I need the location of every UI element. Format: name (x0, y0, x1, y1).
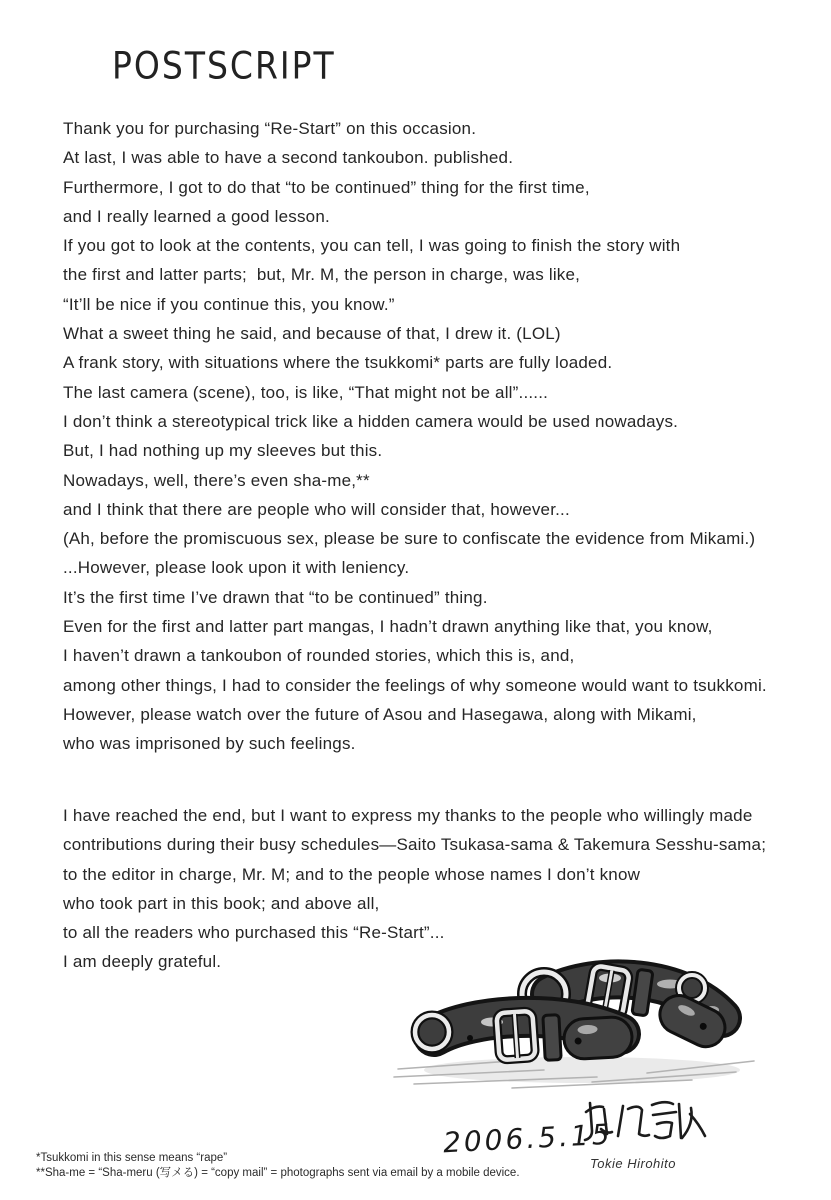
signature-kanji (578, 1096, 708, 1152)
text-line: Furthermore, I got to do that “to be continued” thing for the first time, (63, 177, 590, 197)
page-title: POSTSCRIPT (112, 44, 336, 88)
text-line: “It’ll be nice if you continue this, you know.” (63, 294, 395, 314)
text-line: Nowadays, well, there’s even sha-me,** (63, 470, 370, 490)
signature-romanized: Tokie Hirohito (590, 1156, 677, 1171)
text-line: to the editor in charge, Mr. M; and to the people whose names I don’t know (63, 864, 641, 884)
text-line: What a sweet thing he said, and because of that, I drew it. (LOL) (63, 324, 561, 344)
text-line: A frank story, with situations where the tsukkomi* parts are fully loaded. (63, 353, 613, 373)
text-line: (Ah, before the promiscuous sex, please be sure to confiscate the evidence from Mikami.) (63, 529, 756, 549)
text-line: I haven’t drawn a tankoubon of rounded stories, which this is, and, (63, 646, 575, 666)
text-line: who took part in this book; and above all, (63, 893, 380, 913)
text-line: the first and latter parts; but, Mr. M, the person in charge, was like, (63, 265, 581, 285)
text-line: But, I had nothing up my sleeves but this. (63, 441, 383, 461)
date: 2006.5.15 (442, 1117, 614, 1160)
postscript-paragraph-1 (63, 114, 813, 759)
collar-left (415, 1011, 633, 1061)
text-line: If you got to look at the contents, you can tell, I was going to finish the story with (63, 236, 681, 256)
leather-collars-illustration (392, 930, 764, 1100)
text-line: It’s the first time I’ve drawn that “to be continued” thing. (63, 587, 488, 607)
text-line: to all the readers who purchased this “Re-Start”... (63, 923, 445, 943)
text-line: At last, I was able to have a second tankoubon. published. (63, 148, 514, 168)
text-line: However, please watch over the future of Asou and Hasegawa, along with Mikami, (63, 704, 697, 724)
text-line: Even for the first and latter part mangas, I hadn’t drawn anything like that, you know, (63, 617, 713, 637)
footnote-tsukkomi: *Tsukkomi in this sense means “rape” (36, 1152, 228, 1164)
text-line: and I think that there are people who will consider that, however... (63, 499, 570, 519)
ground-shadow (424, 1057, 740, 1083)
text-line: contributions during their busy schedules—Saito Tsukasa-sama & Takemura Sesshu-sama; (63, 835, 767, 855)
text-line: I don’t think a stereotypical trick like a hidden camera would be used nowadays. (63, 411, 679, 431)
text-line: among other things, I had to consider the feelings of why someone would want to tsukkomi. (63, 675, 767, 695)
text-line: I have reached the end, but I want to express my thanks to the people who willingly made (63, 806, 753, 825)
footnote-shame: **Sha-me = “Sha-meru (写メる) = “copy mail” = photographs sent via email by a mobile device. (36, 1166, 520, 1179)
collar-left-strap-end (563, 1016, 633, 1060)
text-line: Thank you for purchasing “Re-Start” on this occasion. (63, 119, 477, 138)
text-line: I am deeply grateful. (63, 952, 222, 972)
footnotes (36, 1151, 520, 1180)
text-line: ...However, please look upon it with leniency. (63, 558, 410, 578)
text-line: and I really learned a good lesson. (63, 206, 330, 226)
collar-left-hole (467, 1035, 473, 1041)
text-line: who was imprisoned by such feelings. (63, 734, 356, 754)
text-line: The last camera (scene), too, is like, “That might not be all”...... (63, 382, 549, 402)
collar-left-keeper (543, 1015, 561, 1061)
